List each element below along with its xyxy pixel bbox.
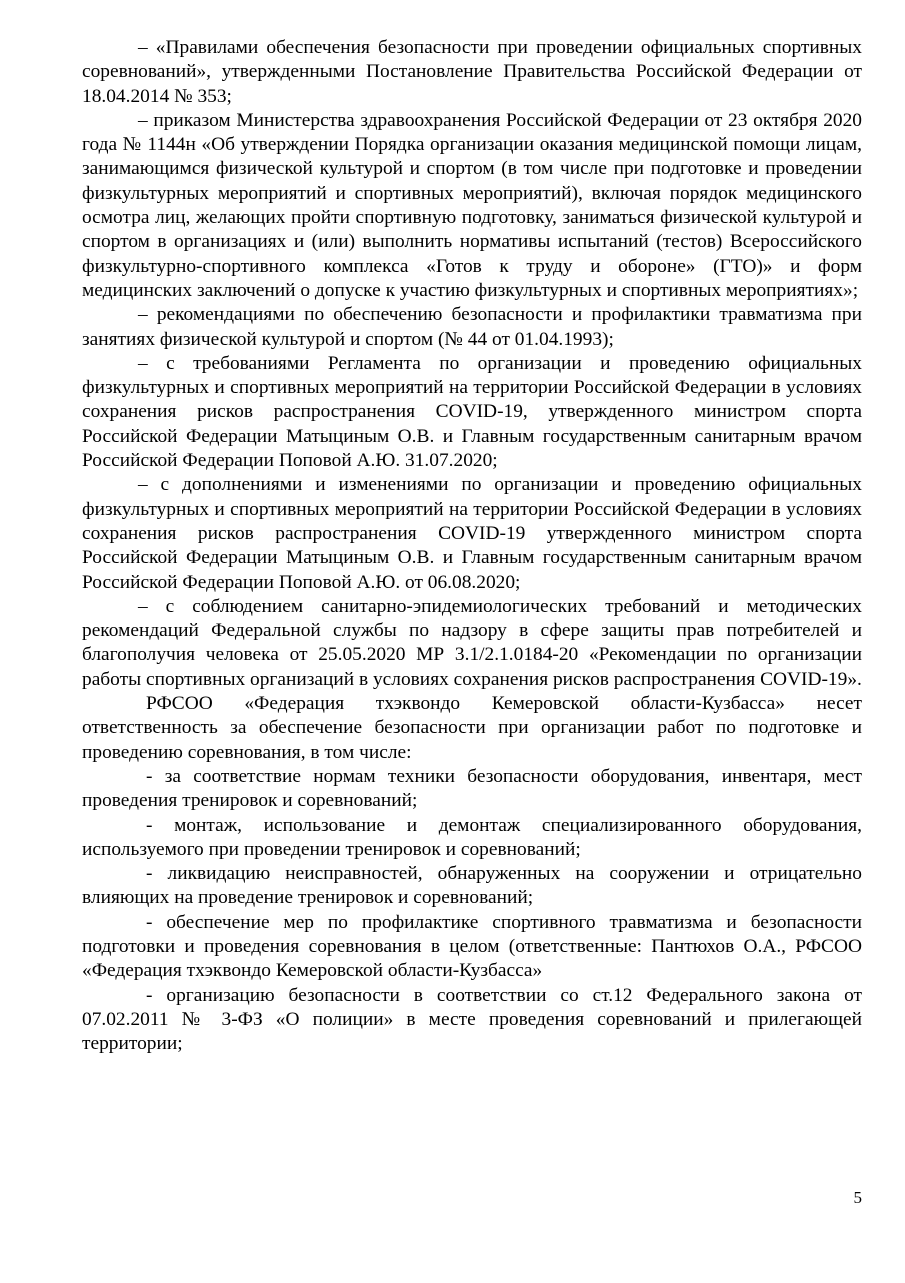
paragraph-injury-prevention: – рекомендациями по обеспечению безопасности и профилактики травматизма при занятиях физической культурой и спортом (№ 44 от 01.04.1993); [82, 304, 862, 350]
paragraph-federation-responsibility: РФСОО «Федерация тхэквондо Кемеровской области-Кузбасса» несет ответственность за обеспечение безопасности при организации работ по подготовке и проведению соревнования, в том числе: [82, 693, 862, 763]
list-item-malfunction-elimination: - ликвидацию неисправностей, обнаруженных на сооружении и отрицательно влияющих на проведение тренировок и соревнований; [82, 863, 862, 909]
page-number: 5 [853, 1188, 862, 1207]
paragraph-covid-regulation: – с требованиями Регламента по организации и проведению официальных физкультурных и спортивных мероприятий на территории Российской Федерации в условиях сохранения рисков распространения COVID-19, утвержденного министром спорта Российской Федерации Матыциным О.В. и Главным государственным санитарным врачом Российской Федерации Поповой А.Ю. 31.07.2020; [82, 352, 862, 472]
list-item-injury-prevention-measures: - обеспечение мер по профилактике спортивного травматизма и безопасности подготовки и проведения соревнования в целом (ответственные: Пантюхов О.А., РФСОО «Федерация тхэквондо Кемеровской области-Кузбасса» [82, 911, 862, 982]
paragraph-covid-amendments: – с дополнениями и изменениями по организации и проведению официальных физкультурных и спортивных мероприятий на территории Российской Федерации в условиях сохранения рисков распространения COVID-19 утвержденного министром спорта Российской Федерации Матыциным О.В. и Главным государственным санитарным врачом Российской Федерации Поповой А.Ю. от 06.08.2020; [82, 474, 862, 593]
list-item-police-security: - организацию безопасности в соответствии со ст.12 Федерального закона от 07.02.2011 № 3-ФЗ «О полиции» в месте проведения соревнований и прилегающей территории; [82, 984, 862, 1055]
paragraph-rules-safety: – «Правилами обеспечения безопасности при проведении официальных спортивных соревнований», утвержденными Постановление Правительства Российской Федерации от 18.04.2014 № 353; [82, 37, 862, 107]
document-body [82, 36, 862, 1056]
paragraph-sanitary-requirements: – с соблюдением санитарно-эпидемиологических требований и методических рекомендаций Федеральной службы по надзору в сфере защиты прав потребителей и благополучия человека от 25.05.2020 МР 3.1/2.1.0184-20 «Рекомендации по организации работы спортивных организаций в условиях сохранения рисков распространения COVID-19». [82, 595, 862, 690]
list-item-equipment-compliance: - за соответствие нормам техники безопасности оборудования, инвентаря, мест проведения тренировок и соревнований; [82, 765, 862, 812]
list-item-equipment-installation: - монтаж, использование и демонтаж специализированного оборудования, используемого при проведении тренировок и соревнований; [82, 814, 862, 860]
paragraph-health-ministry-order: – приказом Министерства здравоохранения Российской Федерации от 23 октября 2020 года № 1144н «Об утверждении Порядка организации оказания медицинской помощи лицам, занимающимся физической культурой и спортом (в том числе при подготовке и проведении физкультурных мероприятий и спортивных мероприятий), включая порядок медицинского осмотра лиц, желающих пройти спортивную подготовку, заниматься физической культурой и спортом в организациях и (или) выполнить нормативы испытаний (тестов) Всероссийского физкультурно-спортивного комплекса «Готов к труду и обороне» (ГТО)» и форм медицинских заключений о допуске к участию физкультурных и спортивных мероприятиях»; [82, 109, 862, 301]
